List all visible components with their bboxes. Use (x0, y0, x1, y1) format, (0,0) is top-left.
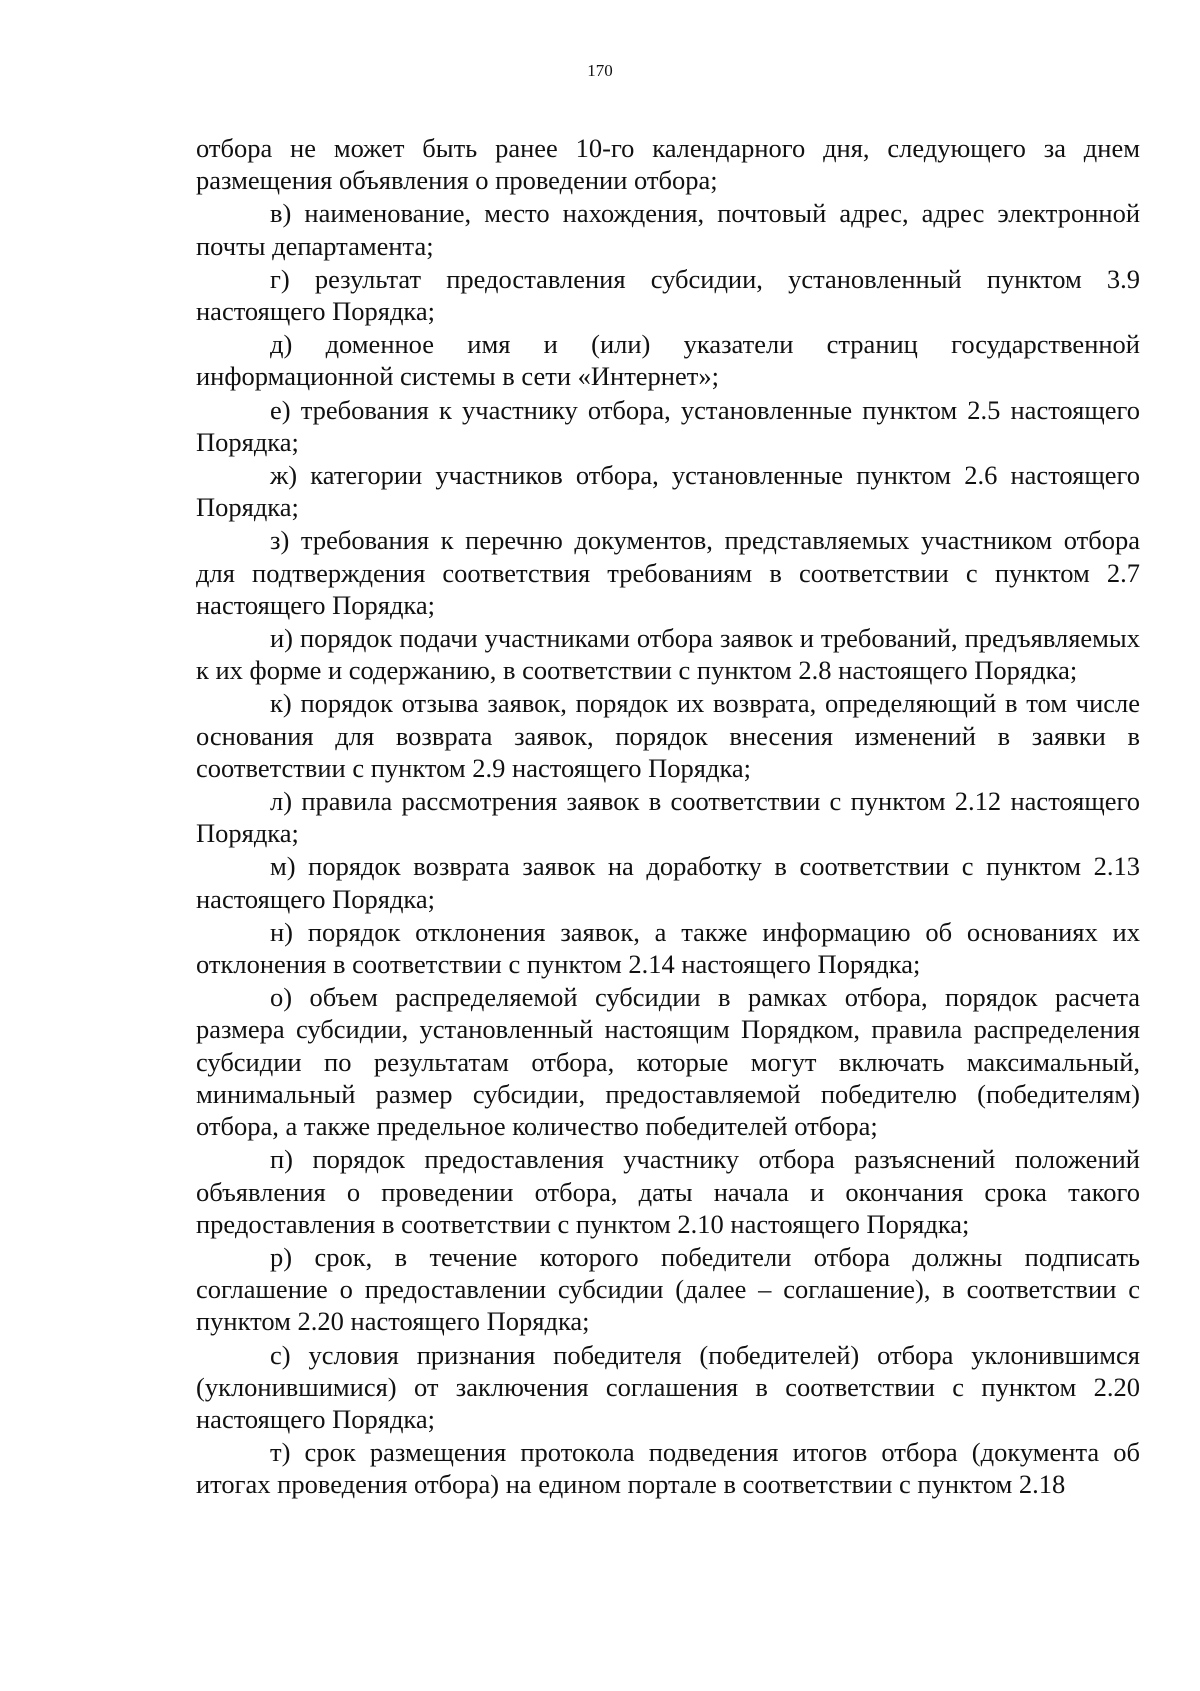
paragraph-item-g: г) результат предоставления субсидии, установленный пунктом 3.9 настоящего Порядка; (196, 263, 1140, 327)
paragraph-item-s: с) условия признания победителя (победителей) отбора уклонившимся (уклонившимися) от заключения соглашения в соответствии с пунктом 2.20 настоящего Порядка; (196, 1339, 1140, 1434)
paragraph-item-i: и) порядок подачи участниками отбора заявок и требований, предъявляемых к их форме и содержанию, в соответствии с пунктом 2.8 настоящего Порядка; (196, 623, 1140, 686)
paragraph-item-o: о) объем распределяемой субсидии в рамках отбора, порядок расчета размера субсидии, установленный настоящим Порядком, правила распределения субсидии по результатам отбора, которые могут включать максимальный, минимальный размер субсидии, предоставляемой победителю (победителям) отбора, а также предельное количество победителей отбора; (196, 982, 1140, 1142)
paragraph-item-z: з) требования к перечню документов, представляемых участником отбора для подтверждения соответствия требованиям в соответствии с пунктом 2.7 настоящего Порядка; (196, 525, 1140, 620)
paragraph-item-t: т) срок размещения протокола подведения итогов отбора (документа об итогах проведения отбора) на едином портале в соответствии с пунктом 2.18 (196, 1437, 1140, 1500)
document-body (196, 132, 1140, 1502)
paragraph-item-k: к) порядок отзыва заявок, порядок их возврата, определяющий в том числе основания для возврата заявок, порядок внесения изменений в заявки в соответствии с пунктом 2.9 настоящего Порядка; (196, 688, 1140, 783)
paragraph-item-n: н) порядок отклонения заявок, а также информацию об основаниях их отклонения в соответствии с пунктом 2.14 настоящего Порядка; (196, 916, 1140, 980)
paragraph-item-m: м) порядок возврата заявок на доработку в соответствии с пунктом 2.13 настоящего Порядка; (196, 851, 1140, 914)
paragraph-item-p: п) порядок предоставления участнику отбора разъяснений положений объявления о проведении отбора, даты начала и окончания срока такого предоставления в соответствии с пунктом 2.10 настоящего Порядка; (196, 1144, 1140, 1239)
paragraph-continuation: отбора не может быть ранее 10-го календарного дня, следующего за днем размещения объявления о проведении отбора; (196, 133, 1140, 196)
paragraph-item-l: л) правила рассмотрения заявок в соответствии с пунктом 2.12 настоящего Порядка; (196, 786, 1140, 849)
paragraph-item-v: в) наименование, место нахождения, почтовый адрес, адрес электронной почты департамента; (196, 198, 1140, 261)
paragraph-item-d: д) доменное имя и (или) указатели страниц государственной информационной системы в сети «Интернет»; (196, 329, 1140, 392)
paragraph-item-r: р) срок, в течение которого победители отбора должны подписать соглашение о предоставлении субсидии (далее – соглашение), в соответствии с пунктом 2.20 настоящего Порядка; (196, 1241, 1140, 1337)
paragraph-item-zh: ж) категории участников отбора, установленные пунктом 2.6 настоящего Порядка; (196, 460, 1140, 523)
page-number: 170 (587, 61, 613, 80)
paragraph-item-e: е) требования к участнику отбора, установленные пунктом 2.5 настоящего Порядка; (196, 394, 1140, 457)
